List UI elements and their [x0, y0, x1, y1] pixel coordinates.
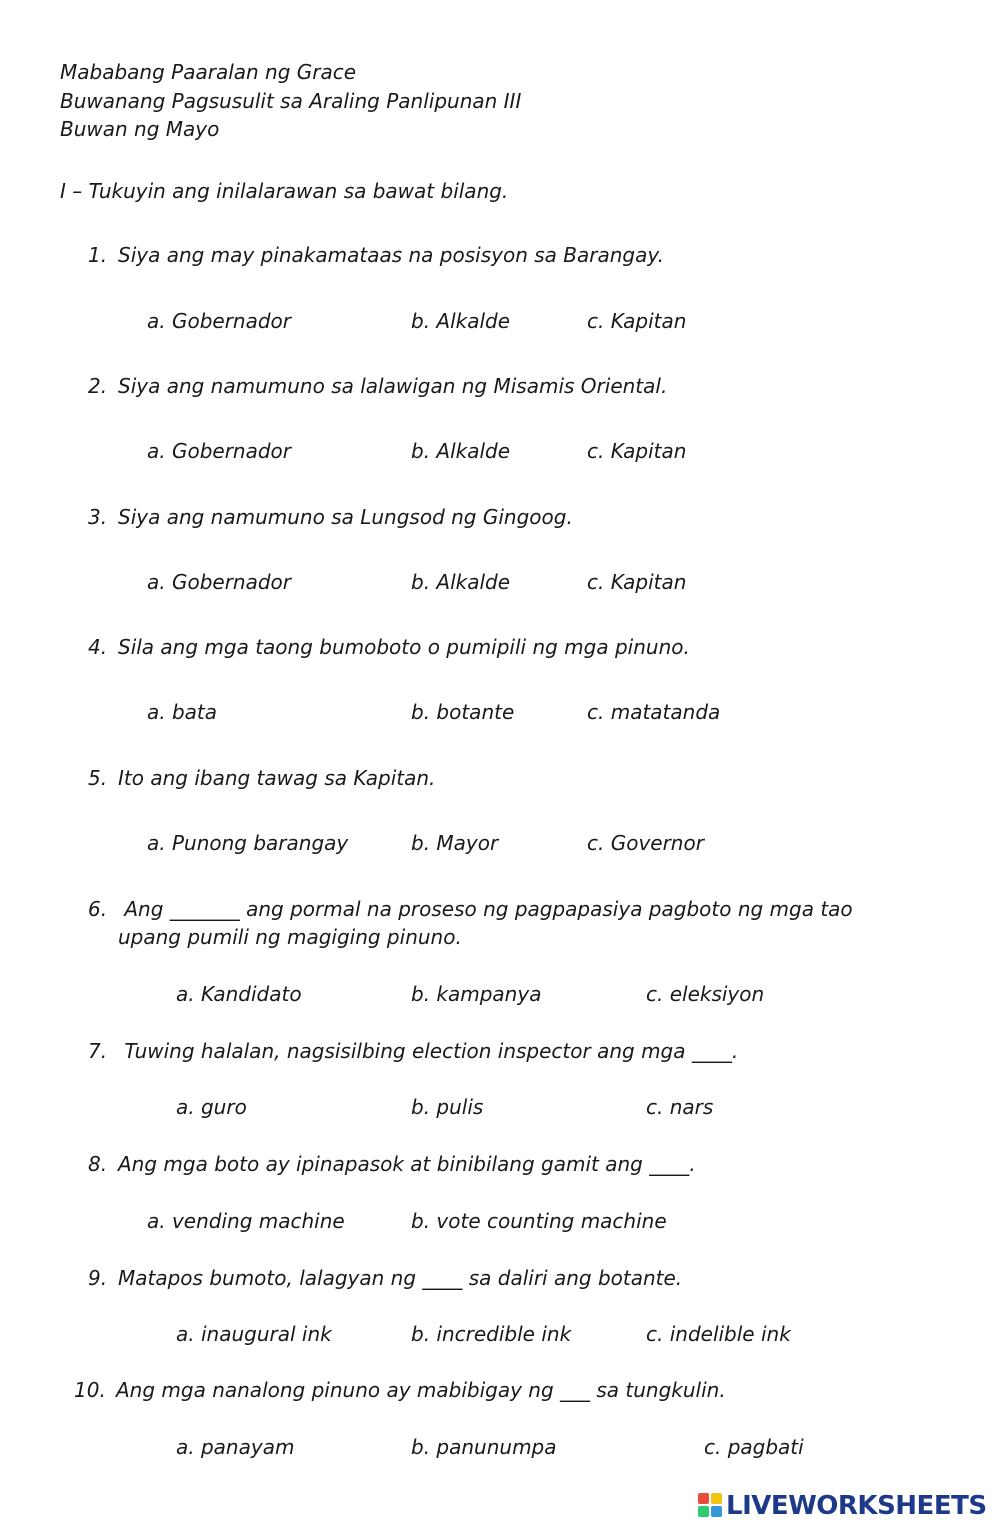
question-text: Siya ang may pinakamataas na posisyon sa Barangay. — [118, 243, 664, 267]
liveworksheets-watermark — [698, 1491, 987, 1521]
option-a[interactable]: a. Kandidato — [176, 982, 302, 1006]
option-c[interactable]: c. Governor — [587, 831, 704, 855]
option-a[interactable]: a. panayam — [176, 1435, 295, 1459]
option-b[interactable]: b. vote counting machine — [411, 1209, 667, 1233]
option-c[interactable]: c. eleksiyon — [646, 982, 765, 1006]
option-a[interactable]: a. inaugural ink — [176, 1322, 332, 1346]
option-b[interactable]: b. incredible ink — [411, 1322, 572, 1346]
option-c[interactable]: c. Kapitan — [587, 309, 687, 333]
option-c[interactable]: c. matatanda — [587, 700, 721, 724]
option-b[interactable]: b. Alkalde — [411, 570, 511, 594]
question-text: Siya ang namumuno sa Lungsod ng Gingoog. — [118, 505, 573, 529]
question-text-continued: upang pumili ng magiging pinuno. — [118, 925, 462, 949]
option-a[interactable]: a. Punong barangay — [147, 831, 349, 855]
logo-square-blue — [711, 1506, 722, 1517]
question-number: 8. — [88, 1152, 108, 1176]
test-title: Buwanang Pagsusulit sa Araling Panlipunan III — [60, 89, 522, 113]
question-number: 10. — [74, 1378, 106, 1402]
question-number: 5. — [88, 766, 108, 790]
option-a[interactable]: a. vending machine — [147, 1209, 345, 1233]
option-b[interactable]: b. kampanya — [411, 982, 542, 1006]
option-c[interactable]: c. Kapitan — [587, 570, 687, 594]
question-text: Ang _______ ang pormal na proseso ng pagpapasiya pagboto ng mga tao — [118, 897, 853, 921]
option-a[interactable]: a. bata — [147, 700, 218, 724]
option-c[interactable]: c. nars — [646, 1095, 714, 1119]
logo-square-green — [698, 1506, 709, 1517]
question-text: Tuwing halalan, nagsisilbing election inspector ang mga ____. — [118, 1039, 739, 1063]
question-text: Matapos bumoto, lalagyan ng ____ sa daliri ang botante. — [118, 1266, 683, 1290]
question-number: 9. — [88, 1266, 108, 1290]
question-text: Ito ang ibang tawag sa Kapitan. — [118, 766, 436, 790]
question-text: Siya ang namumuno sa lalawigan ng Misamis Oriental. — [118, 374, 668, 398]
option-c[interactable]: c. Kapitan — [587, 439, 687, 463]
option-c[interactable]: c. pagbati — [704, 1435, 804, 1459]
question-text: Ang mga nanalong pinuno ay mabibigay ng ___ sa tungkulin. — [116, 1378, 726, 1402]
option-c[interactable]: c. indelible ink — [646, 1322, 791, 1346]
test-month: Buwan ng Mayo — [60, 117, 220, 141]
question-text: Ang mga boto ay ipinapasok at binibilang gamit ang ____. — [118, 1152, 696, 1176]
question-number: 4. — [88, 635, 108, 659]
question-number: 7. — [88, 1039, 108, 1063]
option-a[interactable]: a. Gobernador — [147, 309, 292, 333]
question-number: 2. — [88, 374, 108, 398]
option-a[interactable]: a. guro — [176, 1095, 247, 1119]
option-b[interactable]: b. pulis — [411, 1095, 484, 1119]
logo-square-red — [698, 1493, 709, 1504]
option-b[interactable]: b. botante — [411, 700, 515, 724]
option-b[interactable]: b. Mayor — [411, 831, 499, 855]
option-b[interactable]: b. Alkalde — [411, 439, 511, 463]
option-a[interactable]: a. Gobernador — [147, 570, 292, 594]
school-name: Mababang Paaralan ng Grace — [60, 60, 357, 84]
instruction: I – Tukuyin ang inilalarawan sa bawat bilang. — [60, 179, 509, 203]
question-text: Sila ang mga taong bumoboto o pumipili ng mga pinuno. — [118, 635, 690, 659]
logo-square-yellow — [711, 1493, 722, 1504]
option-a[interactable]: a. Gobernador — [147, 439, 292, 463]
watermark-text: LIVEWORKSHEETS — [726, 1491, 987, 1521]
option-b[interactable]: b. panunumpa — [411, 1435, 557, 1459]
liveworksheets-logo-icon — [698, 1493, 724, 1519]
question-number: 1. — [88, 243, 108, 267]
option-b[interactable]: b. Alkalde — [411, 309, 511, 333]
question-number: 6. — [88, 897, 108, 921]
question-number: 3. — [88, 505, 108, 529]
